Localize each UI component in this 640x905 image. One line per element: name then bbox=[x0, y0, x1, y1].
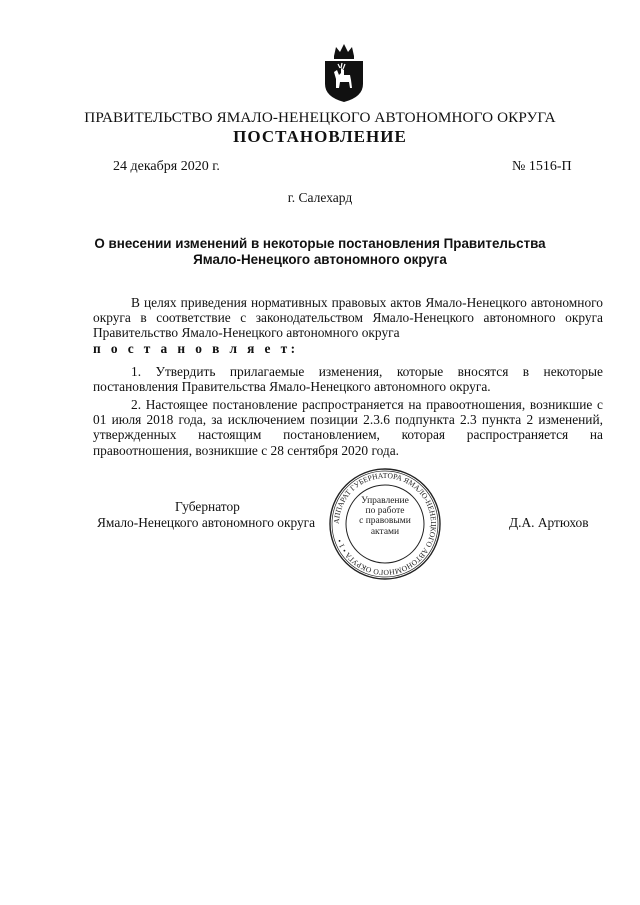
coat-of-arms-emblem bbox=[321, 42, 367, 104]
document-city: г. Салехард bbox=[287, 190, 353, 205]
document-type-heading: ПОСТАНОВЛЕНИЕ bbox=[233, 127, 407, 146]
document-date: 24 декабря 2020 г. bbox=[113, 159, 220, 174]
stamp-ring-text: АППАРАТ ГУБЕРНАТОРА ЯМАЛО-НЕНЕЦКОГО АВТОНОМНОГО ОКРУГА • 1 • bbox=[331, 470, 439, 578]
item-2-paragraph bbox=[93, 397, 603, 458]
organization-heading: ПРАВИТЕЛЬСТВО ЯМАЛО-НЕНЕЦКОГО АВТОНОМНОГО ОКРУГА bbox=[84, 109, 556, 126]
preamble-paragraph bbox=[93, 295, 603, 356]
item-2-text: 2. Настоящее постановление распространяется на правоотношения, возникшие с 01 июля 2018 года, за исключением позиции 2.3.6 подпункта 2.3 пункта 2 изменений, утвержденных настоящим постановлением, которая распространяется на правоотношения, возникшие с 28 сентября 2020 года. bbox=[93, 397, 603, 458]
stamp-line-2: по работе bbox=[365, 506, 405, 517]
signatory-organization: Ямало-Ненецкого автономного округа bbox=[97, 515, 316, 530]
stamp-line-4: актами bbox=[370, 526, 400, 537]
title-line-1: О внесении изменений в некоторые постановления Правительства bbox=[94, 236, 546, 251]
stamp-line-1: Управление bbox=[361, 496, 409, 506]
item-1-paragraph bbox=[93, 364, 603, 394]
signatory-position: Губернатор bbox=[175, 499, 240, 514]
decree-word: п о с т а н о в л я е т: bbox=[93, 340, 299, 356]
stamp-center-text bbox=[348, 496, 422, 537]
title-line-2: Ямало-Ненецкого автономного округа bbox=[193, 252, 447, 267]
signatory-name: Д.А. Артюхов bbox=[509, 515, 589, 530]
document-title bbox=[90, 236, 550, 268]
preamble-text: В целях приведения нормативных правовых актов Ямало-Ненецкого автономного округа в соответствие с законодательством Ямало-Ненецкого автономного округа Правительство Ямало-Ненецкого автономного округа bbox=[93, 295, 603, 341]
stamp-line-3: с правовыми bbox=[359, 516, 411, 527]
item-1-text: 1. Утвердить прилагаемые изменения, которые вносятся в некоторые постановления Правительства Ямало-Ненецкого автономного округа. bbox=[93, 364, 603, 395]
document-number: № 1516-П bbox=[512, 159, 572, 174]
